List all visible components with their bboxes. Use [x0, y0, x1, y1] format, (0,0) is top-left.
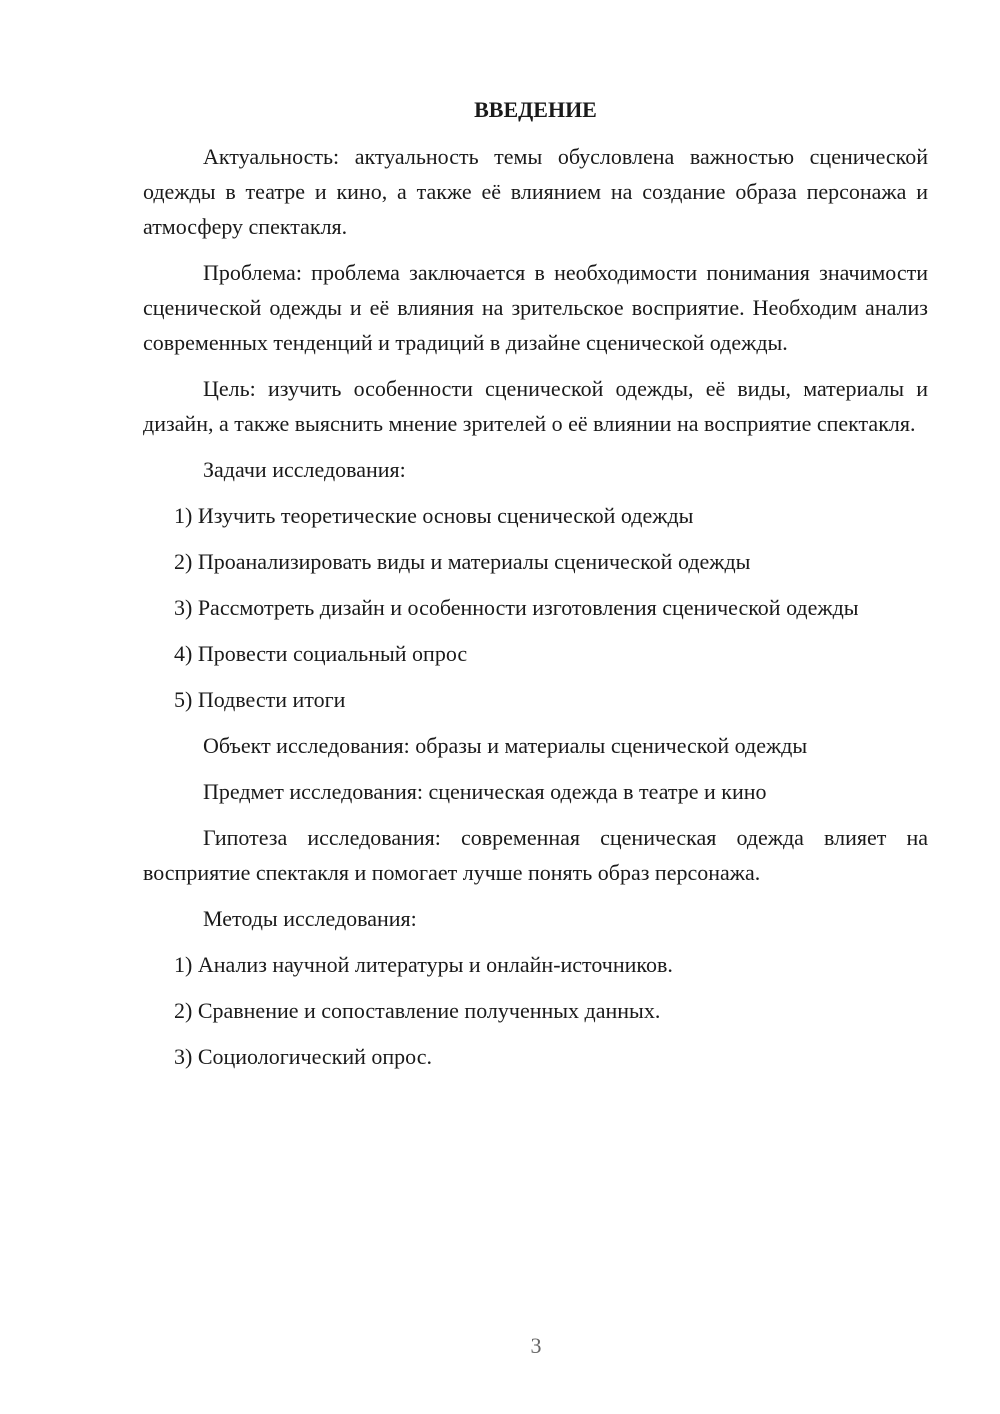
method-item: 1) Анализ научной литературы и онлайн-источников.	[174, 952, 673, 977]
method-item: 2) Сравнение и сопоставление полученных данных.	[174, 998, 661, 1023]
task-item: 5) Подвести итоги	[174, 687, 346, 712]
tasks-heading: Задачи исследования:	[203, 457, 406, 482]
hypothesis-paragraph: Гипотеза исследования: современная сценическая одежда влияет на восприятие спектакля и помогает лучше понять образ персонажа.	[143, 825, 928, 885]
page-content	[143, 92, 928, 1085]
task-item: 2) Проанализировать виды и материалы сценической одежды	[174, 549, 751, 574]
problem-paragraph: Проблема: проблема заключается в необходимости понимания значимости сценической одежды и её влияния на зрительское восприятие. Необходим анализ современных тенденций и традиций в дизайне сценической одежды.	[143, 260, 928, 355]
subject-paragraph: Предмет исследования: сценическая одежда в театре и кино	[203, 779, 767, 804]
methods-heading: Методы исследования:	[203, 906, 417, 931]
task-item: 3) Рассмотреть дизайн и особенности изготовления сценической одежды	[174, 595, 859, 620]
page-number: 3	[530, 1333, 542, 1358]
task-item: 1) Изучить теоретические основы сценической одежды	[174, 503, 694, 528]
section-title: ВВЕДЕНИЕ	[474, 97, 597, 122]
relevance-paragraph: Актуальность: актуальность темы обусловлена важностью сценической одежды в театре и кино, а также её влиянием на создание образа персонажа и атмосферу спектакля.	[143, 144, 928, 239]
task-item: 4) Провести социальный опрос	[174, 641, 468, 666]
goal-paragraph: Цель: изучить особенности сценической одежды, её виды, материалы и дизайн, а также выяснить мнение зрителей о её влиянии на восприятие спектакля.	[143, 376, 928, 436]
method-item: 3) Социологический опрос.	[174, 1044, 432, 1069]
object-paragraph: Объект исследования: образы и материалы сценической одежды	[203, 733, 808, 758]
